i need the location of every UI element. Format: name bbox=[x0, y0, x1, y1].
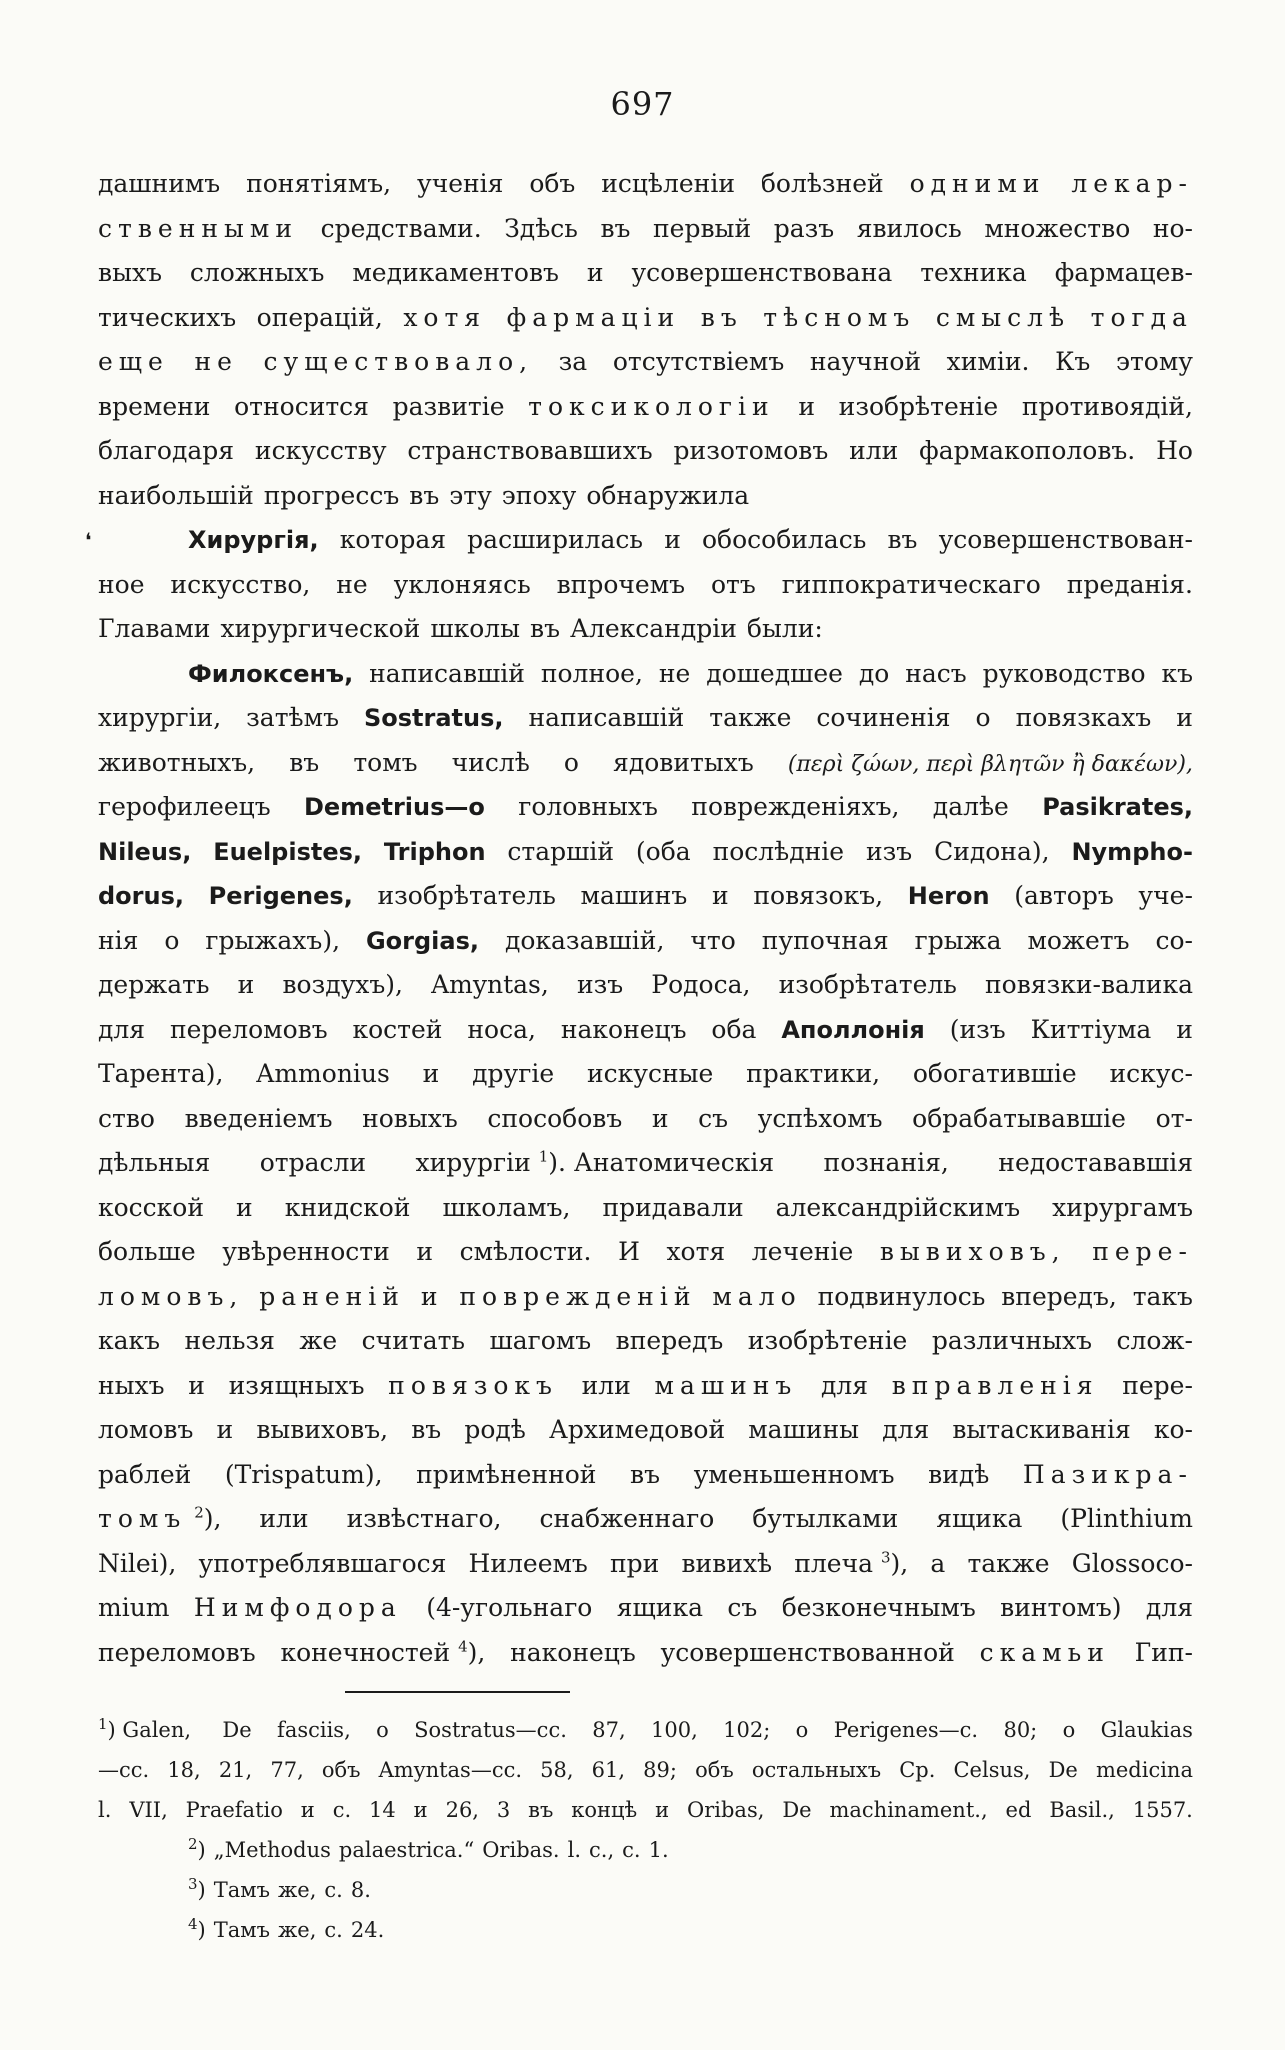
footnote-1-cont: —cc. 18, 21, 77, объ Amyntas—cc. 58, 61, 89; объ остальныхъ Ср. Celsus, De medicina bbox=[98, 1758, 1193, 1782]
term-khirurgiya: Хирургія, bbox=[188, 526, 319, 554]
text-line: косской и книдской школамъ, придавали александрійскимъ хирургамъ bbox=[98, 1192, 1193, 1222]
greek-phrase: (περὶ ζώων, περὶ βλητῶν ἢ δακέων), bbox=[787, 751, 1193, 777]
footnotes bbox=[98, 1710, 1193, 1950]
body-text bbox=[98, 162, 1193, 1675]
text-line: больше увѣренности и смѣлости. И хотя леченіе вывиховъ, пере- bbox=[98, 1237, 1193, 1266]
footnote-ref-1[interactable]: 1 bbox=[538, 1147, 549, 1166]
text-line: ныхъ и изящныхъ повязокъ или машинъ для вправленія пере- bbox=[98, 1370, 1193, 1400]
name-apollonius: Аполлонія bbox=[781, 1015, 925, 1044]
footnote-2: $^2$) „Methodus palaestrica.“ Oribas. l. c., c. 1. bbox=[188, 1835, 669, 1862]
text-line: Тарента), Ammonius и другіе искусные практики, обогатившіе искус- bbox=[98, 1052, 1193, 1097]
name-ammonius: Ammonius bbox=[256, 1059, 390, 1088]
text-line: для переломовъ костей носа, наконецъ оба Аполлонія (изъ Киттіума и bbox=[98, 1008, 1193, 1053]
footnote-ref-3[interactable]: 3 bbox=[881, 1548, 891, 1567]
text-line: животныхъ, въ томъ числѣ о ядовитыхъ (περὶ ζώων, περὶ βλητῶν ἢ δακέων), bbox=[98, 741, 1193, 786]
footnote-ref-2[interactable]: 2 bbox=[194, 1503, 204, 1522]
text-line: нія о грыжахъ), Gorgias, доказавшій, что пупочная грыжа можетъ со- bbox=[98, 919, 1193, 964]
footnote-1: $^1$) Galen, De fasciis, о Sostratus—cc. 87, 100, 102; о Perigenes—c. 80; о Glaukias bbox=[98, 1715, 1193, 1742]
text-line: благодаря искусству странствовавшихъ ризотомовъ или фармакополовъ. Но bbox=[98, 436, 1193, 465]
text-line: дѣльныя отрасли хирургіи $^1$). Анатомическія познанія, недостававшія bbox=[98, 1147, 1193, 1177]
name-nileus: Nileus, bbox=[98, 837, 192, 866]
text-line: Nilei), употреблявшагося Нилеемъ при вивихѣ плеча $^3$), а также Glossoco- bbox=[98, 1548, 1193, 1578]
text-line: Главами хирургической школы въ Александріи были: bbox=[98, 614, 823, 643]
name-demetrius: Demetrius—о bbox=[303, 793, 485, 821]
name-nymphodorus: Nympho- bbox=[1071, 837, 1193, 866]
name-amyntas: Amyntas, bbox=[431, 970, 549, 999]
name-sostratus: Sostratus, bbox=[363, 704, 504, 732]
footnote-4: $^4$) Тамъ же, с. 24. bbox=[188, 1915, 385, 1942]
name-pasikrates: Pasikrates, bbox=[1042, 793, 1193, 821]
page-number: 697 bbox=[610, 85, 675, 123]
text-line: Филоксенъ, написавшій полное, не дошедшее до насъ руководство къ bbox=[98, 652, 1193, 697]
text-line: выхъ сложныхъ медикаментовъ и усовершенствована техника фармацев- bbox=[98, 258, 1193, 287]
text-line: ное искусство, не уклоняясь впрочемъ отъ гиппократическаго преданія. bbox=[98, 569, 1193, 599]
footnote-divider bbox=[345, 1691, 570, 1693]
term-trispatum: (Trispatum), bbox=[224, 1459, 383, 1489]
text-line: томъ $^2$), или извѣстнаго, снабженнаго бутылками ящика (Plinthium bbox=[98, 1503, 1193, 1533]
footnote-3: $^3$) Тамъ же, с. 8. bbox=[188, 1875, 371, 1902]
text-line: еще не существовало, за отсутствіемъ научной химіи. Къ этому bbox=[98, 347, 1193, 376]
margin-mark-icon: ❛ bbox=[85, 528, 92, 552]
text-line: Nileus, Euelpistes, Triphon старшій (оба послѣдніе изъ Сидона), Nympho- bbox=[98, 830, 1193, 875]
text-line: mium Нимфодора (4-угольнаго ящика съ безконечнымъ винтомъ) для bbox=[98, 1593, 1193, 1622]
name-triphon: Triphon bbox=[383, 837, 486, 866]
text-line: ство введеніемъ новыхъ способовъ и съ успѣхомъ обрабатывавшіе от- bbox=[98, 1103, 1193, 1133]
text-line: тическихъ операцій, хотя фармаціи въ тѣсномъ смыслѣ тогда bbox=[98, 302, 1193, 332]
text-line: хирургіи, затѣмъ Sostratus, написавшій также сочиненія о повязкахъ и bbox=[98, 696, 1193, 741]
text-line: какъ нельзя же считать шагомъ впередъ изобрѣтеніе различныхъ слож- bbox=[98, 1326, 1193, 1355]
name-philoxenus: Филоксенъ, bbox=[188, 659, 354, 688]
name-gorgias: Gorgias, bbox=[365, 926, 479, 955]
text-line: переломовъ конечностей $^4$), наконецъ усовершенствованной скамьи Гип- bbox=[98, 1637, 1193, 1667]
text-line: герофилеецъ Demetrius—о головныхъ поврежденіяхъ, далѣе Pasikrates, bbox=[98, 785, 1193, 830]
text-line: ломовъ и вывиховъ, въ родѣ Архимедовой машины для вытаскиванія ко- bbox=[98, 1415, 1193, 1444]
text-line: раблей (Trispatum), примѣненной въ уменьшенномъ видѣ Пазикра- bbox=[98, 1453, 1193, 1498]
text-line: dorus, Perigenes, изобрѣтатель машинъ и повязокъ, Heron (авторъ уче- bbox=[98, 874, 1193, 919]
text-line: ломовъ, раненій и поврежденій мало подвинулось впередъ, такъ bbox=[98, 1281, 1193, 1311]
name-perigenes: Perigenes, bbox=[208, 882, 353, 910]
name-euelpistes: Euelpistes, bbox=[213, 837, 363, 866]
text-line: Хирургія, которая расширилась и обособилась въ усовершенствован- bbox=[98, 518, 1193, 563]
footnote-1-cont: l. VII, Praefatio и с. 14 и 26, 3 въ концѣ и Oribas, De machinament., ed Basil., 1557. bbox=[98, 1798, 1193, 1822]
text-line: наибольшій прогрессъ въ эту эпоху обнаружила bbox=[98, 480, 750, 510]
text-line: дашнимъ понятіямъ, ученія объ исцѣленіи болѣзней одними лекар- bbox=[98, 169, 1193, 198]
text-line: ственными средствами. Здѣсь въ первый разъ явилось множество но- bbox=[98, 213, 1193, 243]
footnote-ref-4[interactable]: 4 bbox=[458, 1637, 468, 1656]
text-line: времени относится развитіе токсикологіи и изобрѣтеніе противоядій, bbox=[98, 391, 1193, 421]
text-line: держать и воздухъ), Amyntas, изъ Родоса, изобрѣтатель повязки-валика bbox=[98, 963, 1193, 1008]
name-heron: Heron bbox=[907, 882, 990, 910]
